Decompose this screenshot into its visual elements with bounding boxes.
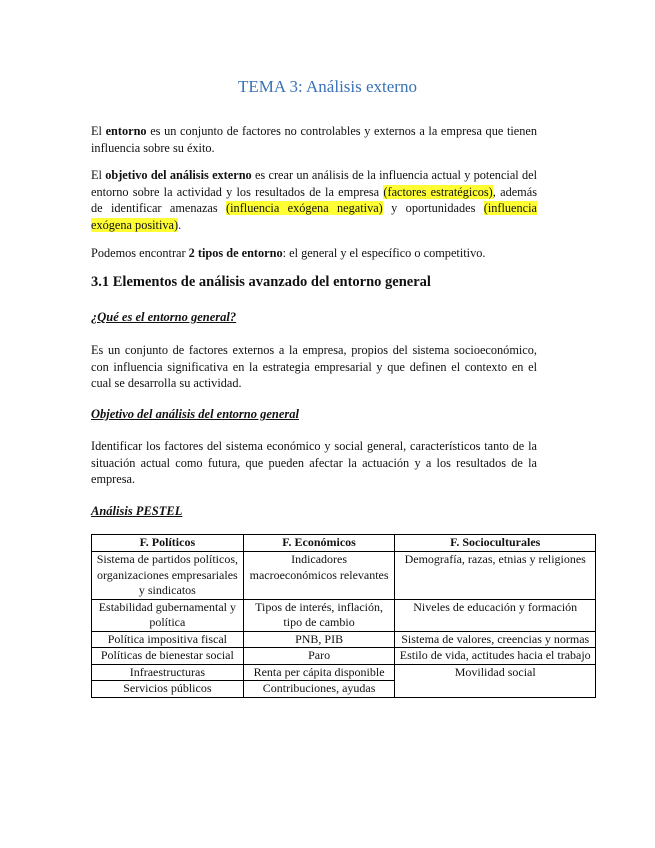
paragraph-objetivo xyxy=(91,167,537,233)
table-cell: Estabilidad gubernamental y política xyxy=(92,599,244,631)
table-cell: Sistema de valores, creencias y normas xyxy=(395,631,596,648)
table-cell: PNB, PIB xyxy=(243,631,395,648)
paragraph-que-es: Es un conjunto de factores externos a la empresa, propios del sistema socioeconómico, con influencia significativa en la estrategia empresarial y que definen el contexto en el cual se desarrolla su actividad. xyxy=(91,343,537,390)
p3-bold: 2 tipos de entorno xyxy=(188,246,283,260)
p2-pre: El xyxy=(91,168,106,182)
table-cell: Servicios públicos xyxy=(92,681,244,698)
section-heading: 3.1 Elementos de análisis avanzado del entorno general xyxy=(91,274,431,290)
p2-bold: objetivo del análisis externo xyxy=(105,168,252,182)
paragraph-entorno xyxy=(91,123,537,156)
p1-pre: El xyxy=(91,124,106,138)
table-row xyxy=(92,552,596,600)
page-title: TEMA 3: Análisis externo xyxy=(238,77,417,96)
pestel-table xyxy=(91,534,596,698)
table-row xyxy=(92,631,596,648)
highlight-influencia-positiva: (influencia exógena positiva) xyxy=(91,201,537,232)
table-cell: Paro xyxy=(243,648,395,665)
table-cell: Sistema de partidos políticos, organizaciones empresariales y sindicatos xyxy=(92,552,244,600)
table-cell: Infraestructuras xyxy=(92,664,244,681)
subheading-pestel: Análisis PESTEL xyxy=(91,504,183,518)
table-header-row xyxy=(92,535,596,552)
table-cell: Niveles de educación y formación xyxy=(395,599,596,631)
p3-post: : el general y el específico o competitivo. xyxy=(282,246,486,260)
header-economicos: F. Económicos xyxy=(243,535,395,552)
table-row xyxy=(92,648,596,665)
table-cell: Políticas de bienestar social xyxy=(92,648,244,665)
header-socioculturales: F. Socioculturales xyxy=(395,535,596,552)
p2-end: . xyxy=(178,217,182,232)
table-cell: Indicadores macroeconómicos relevantes xyxy=(243,552,395,600)
table-cell: Contribuciones, ayudas xyxy=(243,681,395,698)
table-row xyxy=(92,599,596,631)
highlight-influencia-negativa: (influencia exógena negativa) xyxy=(226,201,383,215)
table-cell: Tipos de interés, inflación, tipo de cambio xyxy=(243,599,395,631)
subheading-que-es: ¿Qué es el entorno general? xyxy=(91,310,237,324)
paragraph-tipos xyxy=(91,245,537,262)
table-cell: Movilidad social xyxy=(395,664,596,697)
p1-bold: entorno xyxy=(105,124,147,138)
paragraph-objetivo-general: Identificar los factores del sistema económico y social general, característicos tanto de la situación actual como futura, que pueden afectar la actuación y a los resultados de la empresa. xyxy=(91,439,537,486)
subheading-objetivo: Objetivo del análisis del entorno general xyxy=(91,407,299,421)
highlight-factores-estrategicos: (factores estratégicos) xyxy=(383,184,493,199)
p3-pre: Podemos encontrar xyxy=(91,246,189,260)
p2-mid2: , además de identificar amenazas xyxy=(91,184,537,215)
header-politicos: F. Políticos xyxy=(92,535,244,552)
p1-post: es un conjunto de factores no controlables y externos a la empresa que tienen influencia sobre su éxito. xyxy=(91,124,537,155)
table-row xyxy=(92,664,596,681)
p2-mid3: y oportunidades xyxy=(382,201,484,215)
table-cell: Estilo de vida, actitudes hacia el trabajo xyxy=(395,648,596,665)
p2-mid1: es crear un análisis de la influencia actual y potencial del entorno sobre la actividad y los resultados de la empresa xyxy=(91,168,537,199)
table-cell: Política impositiva fiscal xyxy=(92,631,244,648)
table-cell: Renta per cápita disponible xyxy=(243,664,395,681)
table-cell: Demografía, razas, etnias y religiones xyxy=(395,552,596,600)
